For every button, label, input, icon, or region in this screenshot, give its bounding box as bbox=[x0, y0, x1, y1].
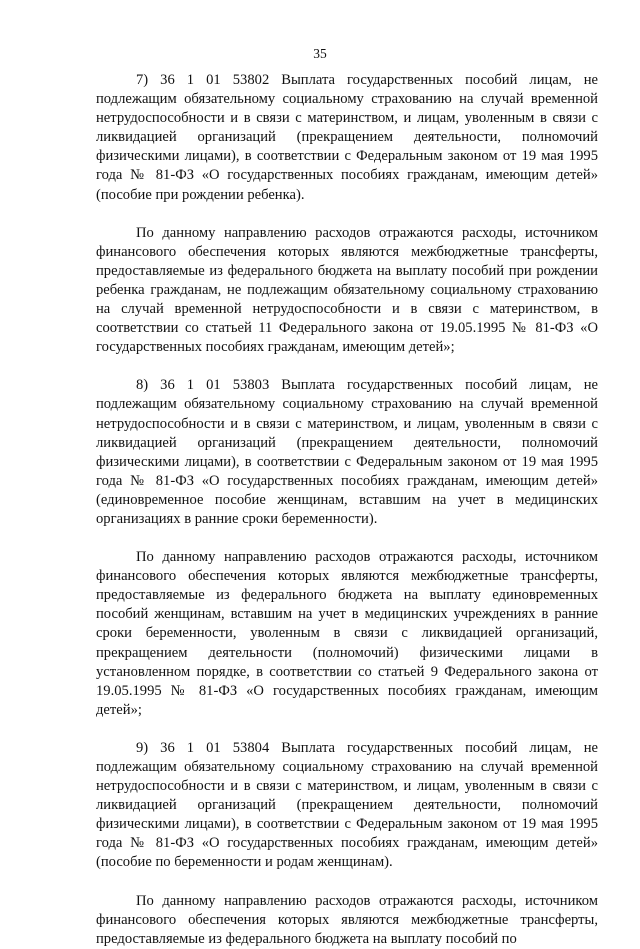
paragraph-item-8: 8) 36 1 01 53803 Выплата государственных пособий лицам, не подлежащим обязательному социальному страхованию на случай временной нетрудоспособности и в связи с материнством, и лицам, уволенным в связи с ликвидацией организаций (прекращением деятельности, полномочий физическими лицами), в соответствии с Федеральным законом от 19 мая 1995 года № 81-ФЗ «О государственных пособиях гражданам, имеющим детей» (единовременное пособие женщинам, вставшим на учет в медицинских организациях в ранние сроки беременности). bbox=[96, 377, 598, 527]
paragraph-item-8-description: По данному направлению расходов отражаются расходы, источником финансового обеспечения которых являются межбюджетные трансферты, предоставляемые из федерального бюджета на выплату единовременных пособий женщинам, вставшим на учет в медицинских учреждениях в ранние сроки беременности, уволенным в связи с ликвидацией организаций, прекращением деятельности (полномочий) физическими лицами в установленном порядке, в соответствии со статьей 9 Федерального закона от 19.05.1995 № 81-ФЗ «О государственных пособиях гражданам, имеющим детей»; bbox=[96, 549, 598, 718]
paragraph-item-9: 9) 36 1 01 53804 Выплата государственных пособий лицам, не подлежащим обязательному социальному страхованию на случай временной нетрудоспособности и в связи с материнством, и лицам, уволенным в связи с ликвидацией организаций (прекращением деятельности, полномочий физическими лицами), в соответствии с Федеральным законом от 19 мая 1995 года № 81-ФЗ «О государственных пособиях гражданам, имеющим детей» (пособие по беременности и родам женщинам). bbox=[96, 739, 598, 871]
paragraph-item-7: 7) 36 1 01 53802 Выплата государственных пособий лицам, не подлежащим обязательному социальному страхованию на случай временной нетрудоспособности и в связи с материнством, и лицам, уволенным в связи с ликвидацией организаций (прекращением деятельности, полномочий физическими лицами), в соответствии с Федеральным законом от 19 мая 1995 года № 81-ФЗ «О государственных пособиях гражданам, имеющим детей» (пособие при рождении ребенка). bbox=[96, 72, 598, 203]
paragraph-item-9-description: По данному направлению расходов отражаются расходы, источником финансового обеспечения которых являются межбюджетные трансферты, предоставляемые из федерального бюджета на выплату пособий по bbox=[96, 892, 598, 947]
paragraph-item-7-description: По данному направлению расходов отражаются расходы, источником финансового обеспечения которых являются межбюджетные трансферты, предоставляемые из федерального бюджета на выплату пособий при рождении ребенка гражданам, не подлежащим обязательному социальному страхованию на случай временной нетрудоспособности и в связи с материнством, в соответствии со статьей 11 Федерального закона от 19.05.1995 № 81-ФЗ «О государственных пособиях гражданам, имеющим детей»; bbox=[96, 224, 598, 356]
page-number: 35 bbox=[313, 46, 327, 61]
document-body bbox=[96, 71, 598, 949]
